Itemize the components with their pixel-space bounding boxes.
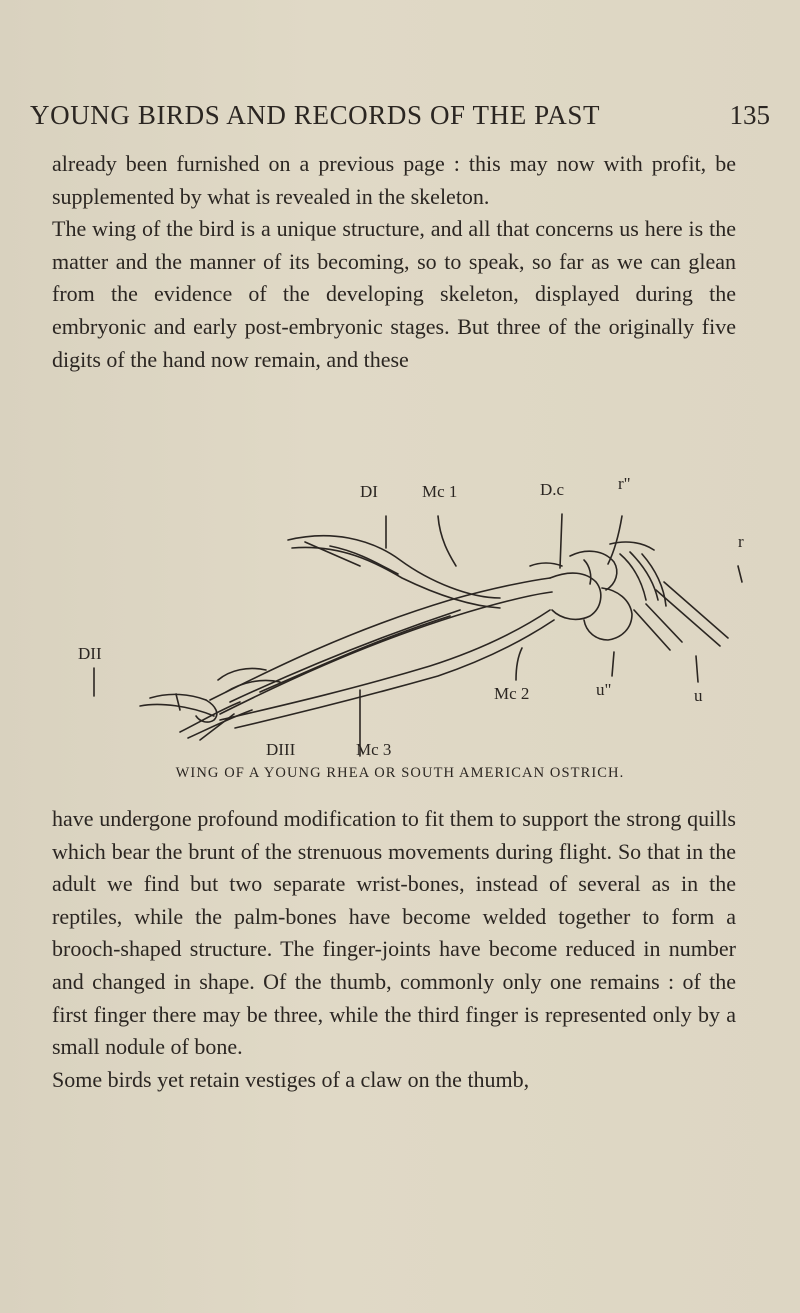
figure-caption: WING OF A YOUNG RHEA OR SOUTH AMERICAN OSTRICH.	[175, 765, 625, 781]
carpal-cluster-outline	[550, 573, 601, 619]
paragraph-claw: Some birds yet retain vestiges of a claw on the thumb,	[52, 1066, 530, 1092]
radius-outline	[656, 590, 720, 646]
label-metacarpal-two: Mc 2	[494, 684, 530, 703]
label-distal-carpal: D.c	[540, 480, 565, 499]
label-digit-two: DII	[78, 644, 102, 663]
label-radiale-right: r	[738, 532, 744, 551]
page-number: 135	[729, 100, 770, 130]
running-title: YOUNG BIRDS AND RECORDS OF THE PAST	[30, 100, 601, 130]
label-ulnare-right: u	[694, 686, 703, 705]
running-head	[30, 100, 770, 136]
body-text-bottom	[52, 803, 736, 1096]
ulna-outline	[634, 610, 670, 650]
paragraph-modification: have undergone profound modification to fit them to support the strong quills which bear the brunt of the strenuous movements during flight. So that in the adult we find but two separate wrist-bones, instead of several as in the reptiles, while the palm-bones have become welded together to form a brooch-shaped structure. The finger-joints have become reduced in number and changed in shape. Of the thumb, commonly only one remains : of the first finger there may be three, while the third finger is represented only by a small nodule of bone.	[52, 806, 736, 1060]
paragraph-continued: already been furnished on a previous page : this may now with profit, be supplemented by what is revealed in the skeleton.	[52, 151, 736, 209]
label-radiale-top: r"	[618, 474, 631, 493]
paragraph-wing-structure: The wing of the bird is a unique structure, and all that concerns us here is the matter and the manner of its becoming, so to speak, so far as we can glean from the evidence of the developing skeleton, displayed during the embryonic and early post-embryonic stages. But three of the originally five digits of the hand now remain, and these	[52, 216, 736, 372]
wing-skeleton-drawing	[30, 470, 770, 770]
wing-skeleton-figure	[30, 470, 770, 770]
label-digit-three: DIII	[266, 740, 296, 759]
label-metacarpal-one: Mc 1	[422, 482, 458, 501]
label-digit-one: DI	[360, 482, 378, 501]
label-ulnare-mid: u"	[596, 680, 612, 699]
label-metacarpal-three: Mc 3	[356, 740, 392, 759]
body-text-top	[52, 148, 736, 376]
metacarpal-upper-outline	[288, 536, 500, 598]
